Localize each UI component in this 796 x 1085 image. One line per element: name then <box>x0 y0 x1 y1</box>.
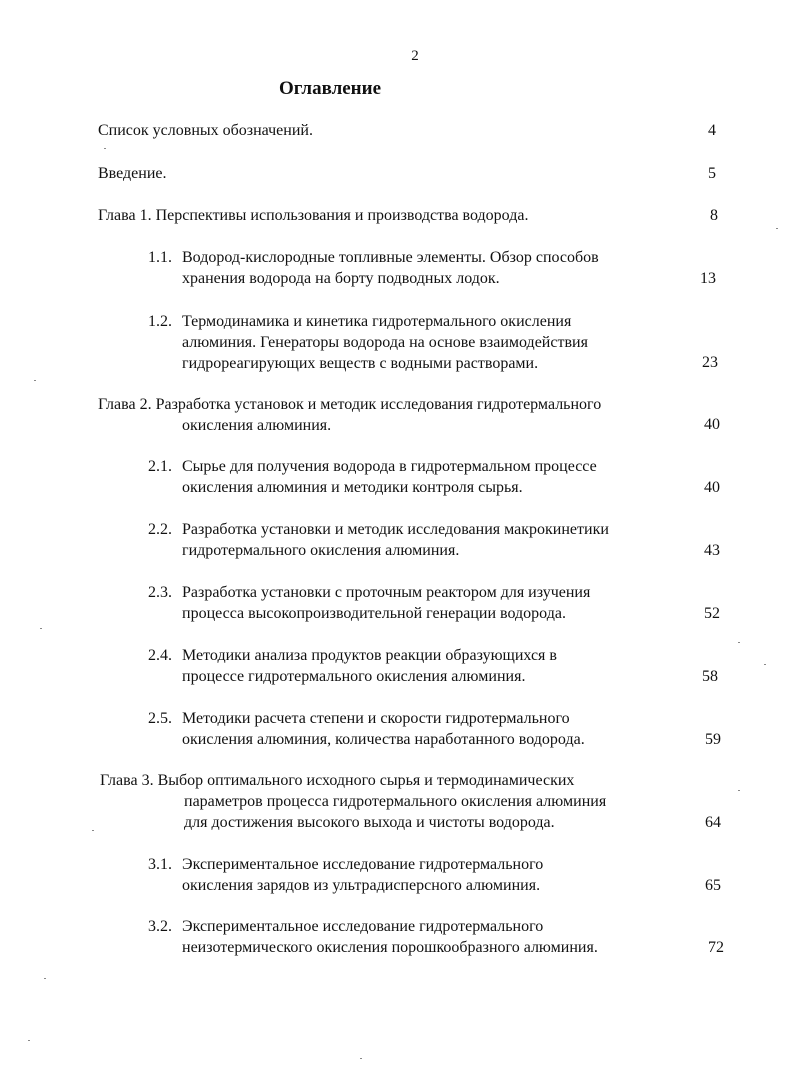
toc-entry-text-line: окисления зарядов из ультрадисперсного алюминия. <box>182 877 541 894</box>
toc-page-number: 5 <box>708 165 716 182</box>
toc-page-number: 40 <box>704 416 720 433</box>
toc-entry-number: Глава 2. <box>98 396 152 413</box>
toc-page-number: 72 <box>708 939 724 956</box>
toc-entry-text-line: параметров процесса гидротермального окисления алюминия <box>184 793 607 810</box>
toc-entry-text-line: гидротермального окисления алюминия. <box>182 542 460 559</box>
toc-entry-section-2-5 <box>148 708 688 750</box>
toc-page-number: 4 <box>708 122 716 139</box>
toc-entry-text-line: процессе гидротермального окисления алюминия. <box>182 668 526 685</box>
scan-speck <box>28 1040 30 1041</box>
scan-speck <box>764 664 766 665</box>
toc-entry-text: Список условных обозначений. <box>98 122 313 139</box>
scan-speck <box>776 228 778 229</box>
toc-page-number: 40 <box>704 479 720 496</box>
page-title: Оглавление <box>278 78 382 99</box>
toc-page-number: 43 <box>704 542 720 559</box>
toc-entry-text-line: гидрореагирующих веществ с водными растворами. <box>182 355 539 372</box>
toc-page-number: 52 <box>704 605 720 622</box>
toc-page-number: 59 <box>705 731 721 748</box>
toc-entry-number: 1.2. <box>148 313 172 330</box>
toc-entry-number: 3.1. <box>148 856 172 873</box>
toc-entry-text-line: Термодинамика и кинетика гидротермального окисления <box>182 313 572 330</box>
toc-entry-section-3-2 <box>148 916 688 958</box>
scan-speck <box>40 628 42 629</box>
scan-speck <box>360 1058 362 1059</box>
toc-entry-number: 3.2. <box>148 918 172 935</box>
page-number: 2 <box>411 48 419 64</box>
toc-page-number: 65 <box>705 877 721 894</box>
scan-speck <box>34 380 36 381</box>
toc-entry-text: Перспективы использования и производства водорода. <box>155 207 529 224</box>
toc-page-number: 64 <box>705 814 721 831</box>
scan-speck <box>104 148 106 149</box>
toc-page-number: 58 <box>702 668 718 685</box>
toc-entry-text-line: Водород-кислородные топливные элементы. Обзор способов <box>182 249 599 266</box>
toc-entry-text-line: алюминия. Генераторы водорода на основе взаимодействия <box>182 334 588 351</box>
toc-entry-introduction <box>98 163 167 184</box>
toc-entry-text-line: процесса высокопроизводительной генерации водорода. <box>182 605 566 622</box>
toc-entry-number: 2.2. <box>148 521 172 538</box>
toc-entry-chapter-1 <box>98 205 658 226</box>
toc-entry-section-2-4 <box>148 645 678 687</box>
toc-entry-number: 2.5. <box>148 710 172 727</box>
toc-entry-chapter-3 <box>100 770 700 833</box>
toc-entry-text-line: Разработка установок и методик исследования гидротермального <box>155 396 602 413</box>
toc-page-number: 13 <box>700 270 716 287</box>
toc-entry-section-1-1 <box>148 247 678 289</box>
toc-page-number: 23 <box>702 354 718 371</box>
toc-entry-text-line: окисления алюминия и методики контроля сырья. <box>182 479 523 496</box>
toc-entry-section-1-2 <box>148 311 678 374</box>
toc-entry-text-line: хранения водорода на борту подводных лодок. <box>182 270 500 287</box>
toc-entry-text-line: Методики анализа продуктов реакции образующихся в <box>182 647 557 664</box>
toc-entry-section-2-2 <box>148 519 688 561</box>
toc-entry-number: 2.4. <box>148 647 172 664</box>
toc-entry-text-line: Экспериментальное исследование гидротермального <box>182 856 544 873</box>
toc-entry-text-line: Разработка установки с проточным реактором для изучения <box>182 584 591 601</box>
toc-entry-number: 2.1. <box>148 458 172 475</box>
toc-entry-section-2-1 <box>148 456 678 498</box>
toc-page-number: 8 <box>710 207 718 224</box>
toc-entry-number: 1.1. <box>148 249 172 266</box>
toc-entry-number: Глава 1. <box>98 207 152 224</box>
toc-entry-text-line: Методики расчета степени и скорости гидротермального <box>182 710 570 727</box>
toc-entry-text: Введение. <box>98 165 167 182</box>
toc-entry-symbols <box>98 120 313 141</box>
toc-entry-text-line: Разработка установки и методик исследования макрокинетики <box>182 521 609 538</box>
toc-entry-number: Глава 3. <box>100 772 154 789</box>
toc-entry-text-line: окисления алюминия. <box>182 417 332 434</box>
toc-entry-section-2-3 <box>148 582 678 624</box>
toc-entry-text-line: Выбор оптимального исходного сырья и термодинамических <box>157 772 575 789</box>
toc-entry-section-3-1 <box>148 854 678 896</box>
toc-entry-chapter-2 <box>98 394 698 436</box>
scan-speck <box>92 830 94 831</box>
toc-entry-text-line: окисления алюминия, количества наработанного водорода. <box>182 731 585 748</box>
scan-speck <box>738 790 740 791</box>
toc-entry-text-line: Экспериментальное исследование гидротермального <box>182 918 544 935</box>
toc-entry-number: 2.3. <box>148 584 172 601</box>
scan-speck <box>738 642 740 643</box>
scan-speck <box>44 978 46 979</box>
toc-entry-text-line: неизотермического окисления порошкообразного алюминия. <box>182 939 598 956</box>
toc-entry-text-line: для достижения высокого выхода и чистоты водорода. <box>184 814 555 831</box>
toc-entry-text-line: Сырье для получения водорода в гидротермальном процессе <box>182 458 597 475</box>
